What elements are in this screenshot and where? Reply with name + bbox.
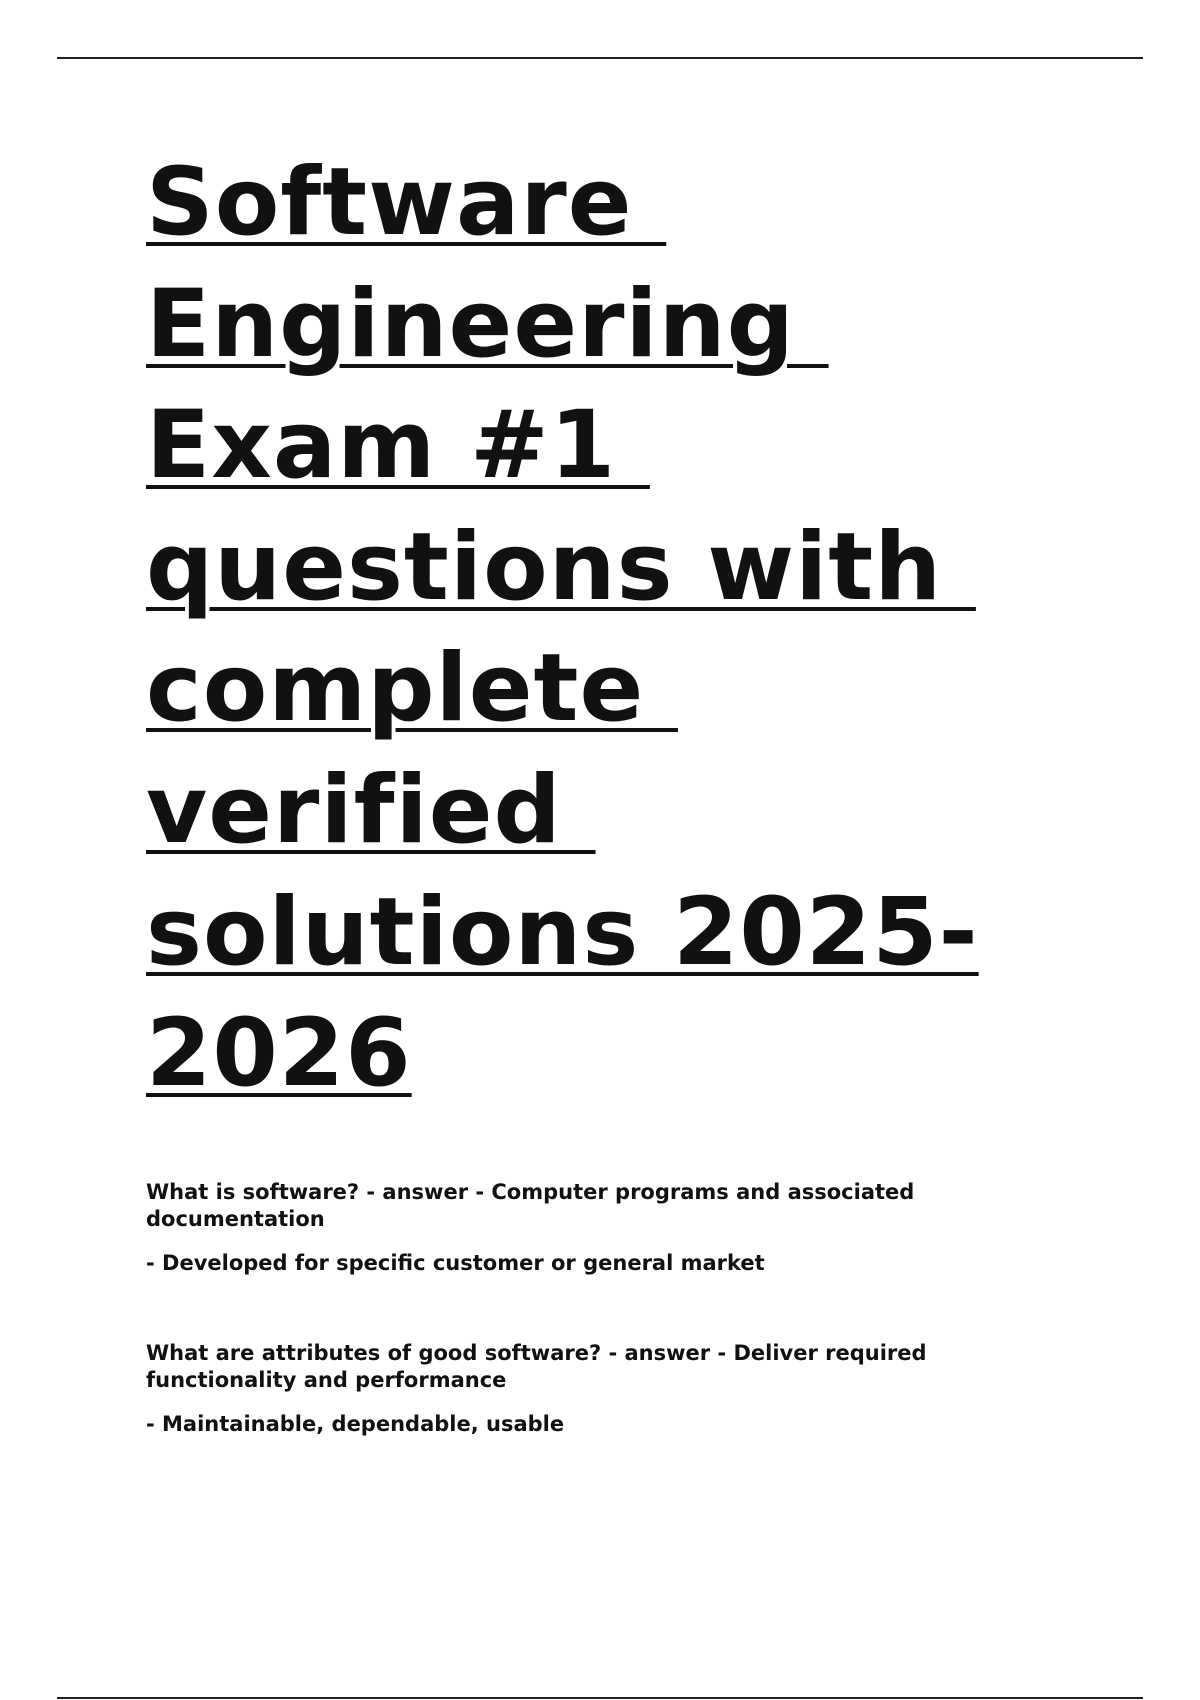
title-line: verified [146,755,596,865]
qa-answer-detail: - Developed for specific customer or general market [146,1251,765,1275]
title-line: 2026 [146,999,412,1109]
qa-item [146,1179,1006,1277]
qa-question-answer: What is software? - answer - Computer programs and associated documentation [146,1180,915,1231]
title-line: solutions 2025- [146,877,979,987]
title-line: complete [146,634,678,744]
bottom-rule [57,1697,1143,1699]
qa-question-answer: What are attributes of good software? - answer - Deliver required functionality and performance [146,1341,927,1392]
title-line: Engineering [146,269,829,379]
title-line: Software [146,148,667,257]
title-line: Exam #1 [146,391,650,501]
qa-item [146,1340,1006,1438]
top-rule [57,57,1143,59]
title-line: questions with [146,512,976,622]
document-title [146,142,1046,1115]
qa-answer-detail: - Maintainable, dependable, usable [146,1412,565,1436]
